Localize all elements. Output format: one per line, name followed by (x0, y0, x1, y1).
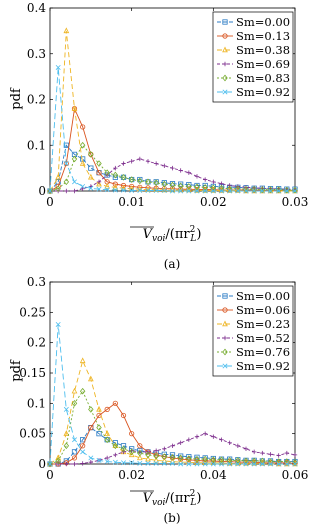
y-tick-label: 0.1 (26, 138, 46, 153)
panel-caption: (a) (163, 257, 181, 271)
y-tick-label: 0.25 (19, 305, 46, 320)
legend-label: Sm=0.92 (236, 85, 291, 99)
legend-label: Sm=0.83 (236, 71, 291, 85)
x-tick-label: 0.03 (281, 195, 309, 209)
y-tick-label: 0.2 (26, 335, 46, 350)
x-tick-label: 0.02 (199, 195, 227, 209)
legend (213, 286, 293, 376)
panel-caption: (b) (163, 511, 181, 525)
y-axis-label: pdf (9, 88, 24, 110)
x-tick-label: 0.04 (199, 468, 227, 482)
legend-label: Sm=0.52 (236, 331, 291, 345)
svg-text:Vvoi/(πr2L): $V_{voi}/(\pi r^2$ L) (142, 489, 202, 508)
y-tick-label: 0.05 (19, 426, 46, 441)
legend-label: Sm=0.69 (236, 57, 291, 71)
y-tick-label: 0.4 (26, 1, 46, 15)
y-tick-label: 0.3 (26, 46, 46, 61)
svg-text:Vvoi/(πr2L): $V_{voi}/(\pi r^2$ L) (142, 225, 202, 244)
y-tick-label: 0.3 (26, 275, 46, 289)
legend-label: Sm=0.00 (236, 15, 291, 29)
legend-label: Sm=0.23 (236, 317, 291, 331)
y-tick-label: 0.1 (26, 396, 46, 411)
legend-label: Sm=0.13 (236, 29, 291, 43)
y-tick-label: 0 (38, 457, 46, 471)
y-tick-label: 0.15 (19, 366, 46, 380)
legend-label: Sm=0.92 (236, 359, 291, 373)
legend-label: Sm=0.06 (236, 303, 291, 317)
legend-label: Sm=0.38 (236, 43, 291, 57)
x-tick-label: 0.02 (118, 468, 146, 482)
legend-label: Sm=0.76 (236, 345, 291, 359)
x-tick-label: 0.01 (118, 195, 146, 209)
y-axis-label: pdf (9, 360, 24, 382)
x-tick-label: 0.06 (281, 468, 309, 482)
legend (213, 12, 293, 102)
x-tick-label: 0 (46, 468, 54, 482)
legend-label: Sm=0.00 (236, 289, 291, 303)
x-tick-label: 0 (46, 195, 54, 209)
y-tick-label: 0.2 (26, 92, 46, 107)
y-tick-label: 0 (38, 184, 46, 198)
